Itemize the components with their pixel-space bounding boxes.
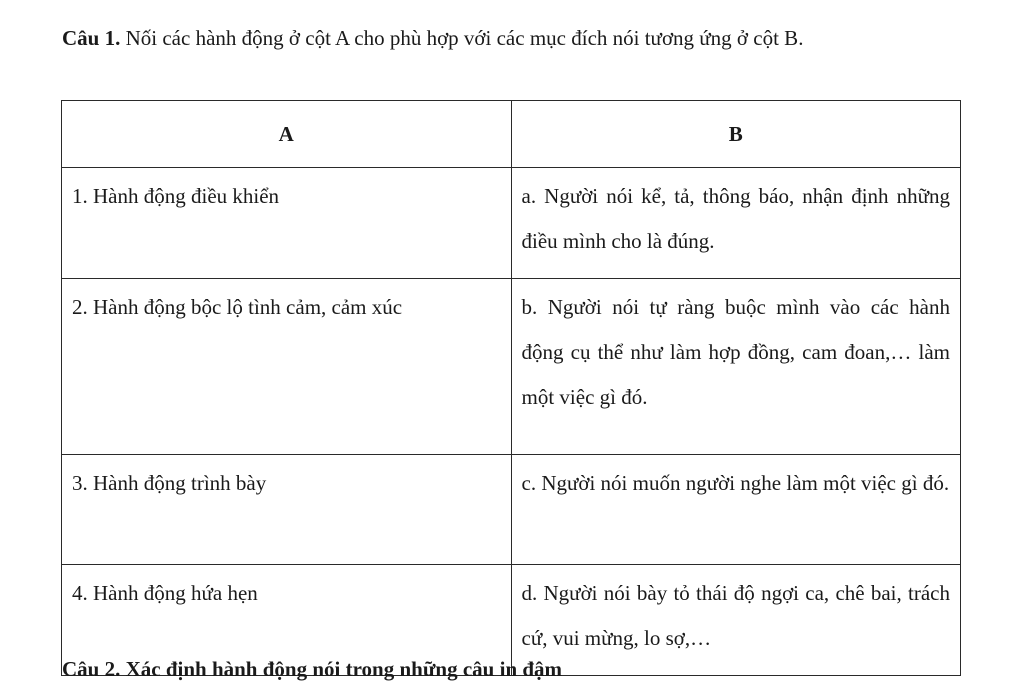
- question-body: Nối các hành động ở cột A cho phù hợp với các mục đích nói tương ứng ở cột B.: [125, 26, 804, 50]
- table-row: [62, 279, 961, 455]
- question-label: Câu 1.: [62, 26, 121, 50]
- column-b-cell: b. Người nói tự ràng buộc mình vào các hành động cụ thể như làm hợp đồng, cam đoan,… làm một việc gì đó.: [511, 279, 961, 455]
- next-question-partial: Câu 2. Xác định hành động nói trong những câu in đậm: [62, 657, 563, 681]
- column-a-header: A: [62, 101, 512, 168]
- column-b-cell: a. Người nói kể, tả, thông báo, nhận định những điều mình cho là đúng.: [511, 168, 961, 279]
- column-b-header: B: [511, 101, 961, 168]
- column-b-cell: c. Người nói muốn người nghe làm một việc gì đó.: [511, 455, 961, 565]
- matching-table: [61, 100, 961, 676]
- table-row: [62, 455, 961, 565]
- column-a-cell: 4. Hành động hứa hẹn: [62, 565, 512, 676]
- column-a-cell: 2. Hành động bộc lộ tình cảm, cảm xúc: [62, 279, 512, 455]
- table-header-row: [62, 101, 961, 168]
- column-b-cell: d. Người nói bày tỏ thái độ ngợi ca, chê bai, trách cứ, vui mừng, lo sợ,…: [511, 565, 961, 676]
- question-text: [62, 16, 962, 60]
- column-a-cell: 1. Hành động điều khiển: [62, 168, 512, 279]
- column-a-cell: 3. Hành động trình bày: [62, 455, 512, 565]
- table-row: [62, 168, 961, 279]
